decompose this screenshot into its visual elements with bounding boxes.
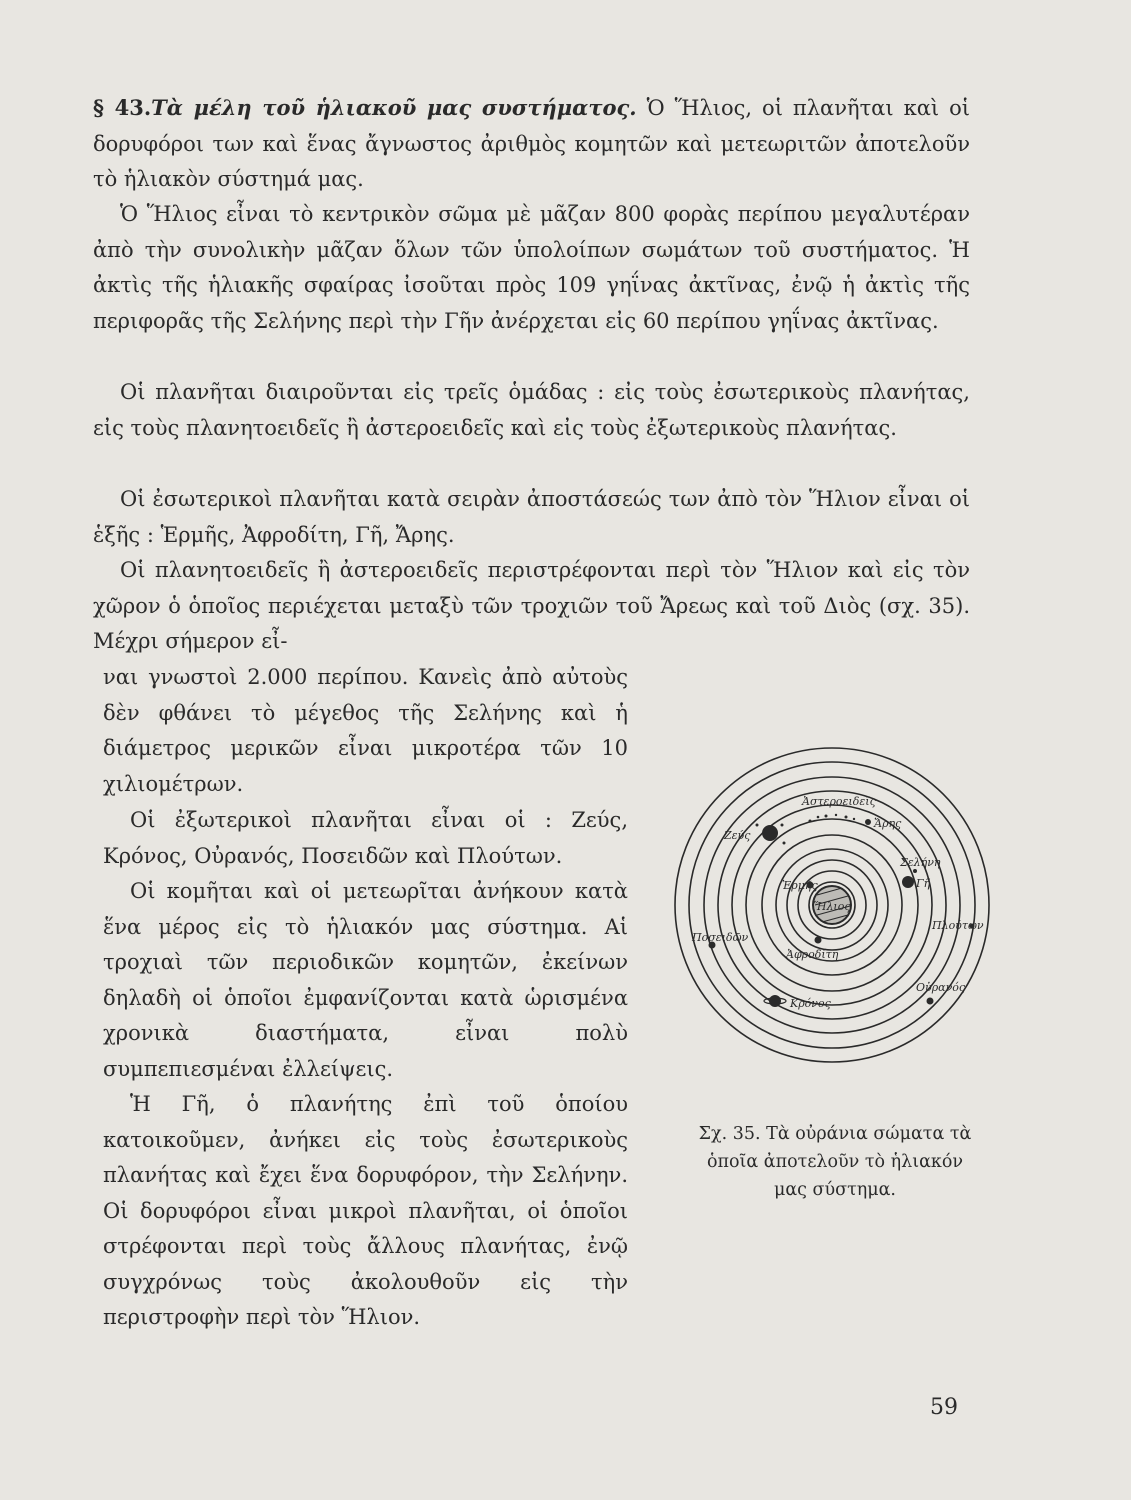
label-earth: Γῆ <box>916 877 931 890</box>
label-asteroids: Ἀστεροειδεῖς <box>802 795 876 808</box>
solar-system-diagram <box>660 755 984 1085</box>
section-mark: § 43. <box>93 95 152 120</box>
label-sun: Ἥλιος <box>813 900 851 913</box>
section-paragraph <box>93 90 970 198</box>
label-jupiter: Ζεύς <box>724 829 751 842</box>
planet-jupiter <box>762 825 778 841</box>
section-intro: Ὁ Ἥλιος, οἱ πλανῆται καὶ οἱ δορυφόροι των καὶ ἕνας ἄγνωστος ἀριθμὸς κομητῶν καὶ μετεωριτῶν ἀποτελοῦν τὸ ἡλιακὸν σύστημά μας. <box>93 96 970 191</box>
planet-earth <box>902 876 914 888</box>
planet-venus <box>815 937 822 944</box>
label-uranus: Οὐρανός <box>916 981 966 994</box>
section-title: Τὰ μέλη τοῦ ἡλιακοῦ μας συστήματος. <box>151 95 637 120</box>
label-mars: Ἄρης <box>874 817 902 830</box>
moon <box>913 869 917 873</box>
paragraph-comets: Οἱ κομῆται καὶ οἱ μετεωρῖται ἀνήκουν κατὰ ἕνα μέρος εἰς τὸ ἡλιακόν μας σύστημα. Αἱ τροχιαὶ τῶν περιοδικῶν κομητῶν, ἐκείνων δηλαδὴ οἱ ὁποῖοι ἐμφανίζονται κατὰ ὡρισμένα χρονικὰ διαστήματα, εἶναι πολὺ συμπεπιεσμέναι ἐλλείψεις. <box>103 879 628 1081</box>
paragraph-asteroids-continued: ναι γνωστοὶ 2.000 περίπου. Κανεὶς ἀπὸ αὐτοὺς δὲν φθάνει τὸ μέγεθος τῆς Σελήνης καὶ ἡ διάμετρος μερικῶν εἶναι μικροτέρα τῶν 10 χιλιομέτρων. <box>103 665 628 796</box>
label-pluto: Πλούτων <box>932 919 984 932</box>
paragraph-inner-planets: Οἱ ἐσωτερικοὶ πλανῆται κατὰ σειρὰν ἀποστάσεώς των ἀπὸ τὸν Ἥλιον εἶναι οἱ ἑξῆς : Ἑρμῆς, Ἀφροδίτη, Γῆ, Ἄρης. <box>93 487 970 547</box>
page-number: 59 <box>930 1395 958 1420</box>
paragraph-asteroids: Οἱ πλανητοειδεῖς ἢ ἀστεροειδεῖς περιστρέφονται περὶ τὸν Ἥλιον καὶ εἰς τὸν χῶρον ὁ ὁποῖος περιέχεται μεταξὺ τῶν τροχιῶν τοῦ Ἄρεως καὶ τοῦ Διὸς (σχ. 35). Μέχρι σήμερον εἶ- <box>93 558 970 653</box>
planet-saturn <box>769 995 781 1007</box>
paragraph-outer-planets: Οἱ ἐξωτερικοὶ πλανῆται εἶναι οἱ : Ζεύς, Κρόνος, Οὐρανός, Ποσειδῶν καὶ Πλούτων. <box>103 808 628 868</box>
paragraph-planet-groups: Οἱ πλανῆται διαιροῦνται εἰς τρεῖς ὁμάδας : εἰς τοὺς ἐσωτερικοὺς πλανήτας, εἰς τοὺς πλανητοειδεῖς ἢ ἀστεροειδεῖς καὶ εἰς τοὺς ἐξωτερικοὺς πλανήτας. <box>93 380 970 440</box>
label-neptune: Ποσειδῶν <box>692 931 749 944</box>
planet-uranus <box>927 998 934 1005</box>
solar-system-figure <box>660 755 984 1085</box>
label-saturn: Κρόνος <box>790 997 831 1010</box>
paragraph-earth: Ἡ Γῆ, ὁ πλανήτης ἐπὶ τοῦ ὁποίου κατοικοῦμεν, ἀνήκει εἰς τοὺς ἐσωτερικοὺς πλανήτας καὶ ἔχει ἕνα δορυφόρον, τὴν Σελήνην. Οἱ δορυφόροι εἶναι μικροὶ πλανῆται, οἱ ὁποῖοι στρέφονται περὶ τοὺς ἄλλους πλανήτας, ἐνῷ συγχρόνως τοὺς ἀκολουθοῦν εἰς τὴν περιστροφὴν περὶ τὸν Ἥλιον. <box>103 1092 628 1329</box>
label-venus: Ἀφροδίτη <box>786 948 839 961</box>
label-moon: Σελήνη <box>900 856 941 869</box>
label-mercury: Ἑρμῆς <box>782 879 818 892</box>
paragraph-sun: Ὁ Ἥλιος εἶναι τὸ κεντρικὸν σῶμα μὲ μᾶζαν 800 φορὰς περίπου μεγαλυτέραν ἀπὸ τὴν συνολικὴν μᾶζαν ὅλων τῶν ὑπολοίπων σωμάτων τοῦ συστήματος. Ἡ ἀκτὶς τῆς ἡλιακῆς σφαίρας ἰσοῦται πρὸς 109 γηΐνας ἀκτῖνας, ἐνῷ ἡ ἀκτὶς τῆς περιφορᾶς τῆς Σελήνης περὶ τὴν Γῆν ἀνέρχεται εἰς 60 περίπου γηΐνας ἀκτῖνας. <box>93 202 970 333</box>
figure-caption: Σχ. 35. Τὰ οὐράνια σώματα τὰ ὁποῖα ἀποτελοῦν τὸ ἡλιακόν μας σύστημα. <box>698 1124 972 1200</box>
planet-mars <box>865 819 871 825</box>
